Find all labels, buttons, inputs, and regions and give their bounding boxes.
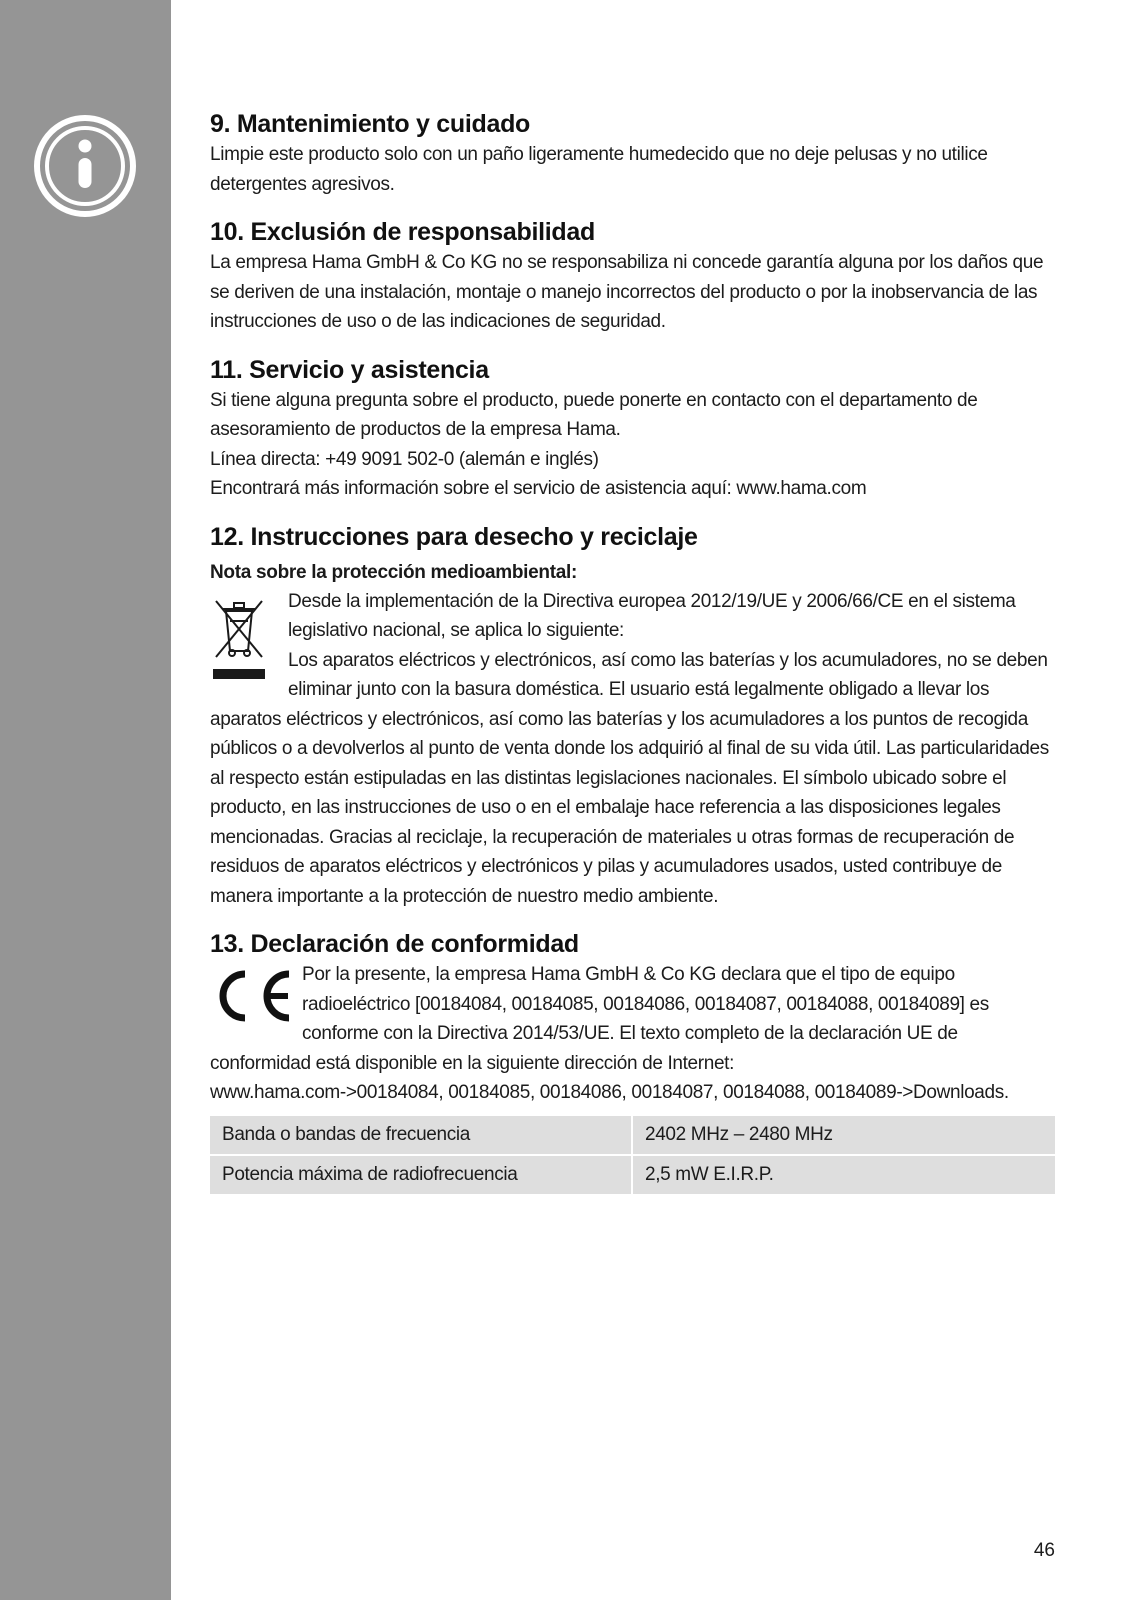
section-disclaimer [210, 216, 1055, 337]
section-title: 11. Servicio y asistencia [210, 355, 489, 384]
section-conformity [210, 928, 1055, 1196]
recycling-intro: Desde la implementación de la Directiva europea 2012/19/UE y 2006/66/CE en el sistema legislativo nacional, se aplica lo siguiente: [288, 590, 1016, 641]
conformity-body: Por la presente, la empresa Hama GmbH & Co KG declara que el tipo de equipo radioeléctrico [00184084, 00184085, 00184086, 00184087, 00184088, 00184089] es conforme con la Directiva 2014/53/UE. El texto completo de la declaración UE de conformidad está disponible en la siguiente dirección de Internet: [210, 964, 989, 1074]
website-text: Encontrará más información sobre el servicio de asistencia aquí: www.hama.com [210, 478, 867, 499]
section-title: 10. Exclusión de responsabilidad [210, 218, 595, 246]
frequency-table [210, 1114, 1055, 1196]
table-row [210, 1156, 1055, 1194]
table-row [210, 1116, 1055, 1154]
crossed-bin-icon [210, 593, 268, 685]
table-cell-value: 2402 MHz – 2480 MHz [633, 1116, 1055, 1154]
section-recycling [210, 521, 1055, 912]
section-body: Limpie este producto solo con un paño ligeramente humedecido que no deje pelusas y no utilice detergentes agresivos. [210, 144, 988, 195]
section-title: 13. Declaración de conformidad [210, 930, 579, 958]
info-icon [32, 113, 138, 219]
page-number: 46 [1033, 1540, 1055, 1561]
hotline-text: Línea directa: +49 9091 502-0 (alemán e inglés) [210, 448, 599, 470]
conformity-link: www.hama.com->00184084, 00184085, 00184086, 00184087, 00184088, 00184089->Downloads. [210, 1082, 1009, 1103]
section-body: La empresa Hama GmbH & Co KG no se responsabiliza ni concede garantía alguna por los daños que se deriven de una instalación, montaje o manejo incorrectos del producto o por la inobservancia de las instrucciones de uso o de las indicaciones de seguridad. [210, 252, 1044, 332]
service-text: Si tiene alguna pregunta sobre el producto, puede ponerte en contacto con el departamento de asesoramiento de productos de la empresa Hama. [210, 389, 978, 440]
document-content [210, 108, 1055, 1213]
ce-mark-icon [210, 968, 292, 1024]
table-cell-value: 2,5 mW E.I.R.P. [633, 1156, 1055, 1194]
table-cell-label: Banda o bandas de frecuencia [210, 1116, 633, 1154]
sidebar [0, 0, 171, 1600]
section-title: 12. Instrucciones para desecho y reciclaje [210, 522, 698, 551]
section-title: 9. Mantenimiento y cuidado [210, 110, 531, 138]
section-maintenance [210, 108, 1055, 199]
section-subtitle: Nota sobre la protección medioambiental: [210, 561, 578, 583]
table-cell-label: Potencia máxima de radiofrecuencia [210, 1156, 633, 1194]
section-service [210, 354, 1055, 504]
recycling-body: Los aparatos eléctricos y electrónicos, así como las baterías y los acumuladores, no se deben eliminar junto con la basura doméstica. El usuario está legalmente obligado a llevar los aparatos eléctricos y electrónicos, así como las baterías y los acumuladores a los puntos de recogida públicos o a devolverlos al punto de venta donde los adquirió al final de su vida útil. Las particularidades al respecto están estipuladas en las distintas legislaciones nacionales. El símbolo ubicado sobre el producto, en las instrucciones de uso o en el embalaje hace referencia a las disposiciones legales mencionadas. Gracias al reciclaje, la recuperación de materiales u otras formas de recuperación de residuos de aparatos eléctricos y electrónicos y pilas y acumuladores usados, usted contribuye de manera importante a la protección de nuestro medio ambiente. [210, 649, 1049, 907]
